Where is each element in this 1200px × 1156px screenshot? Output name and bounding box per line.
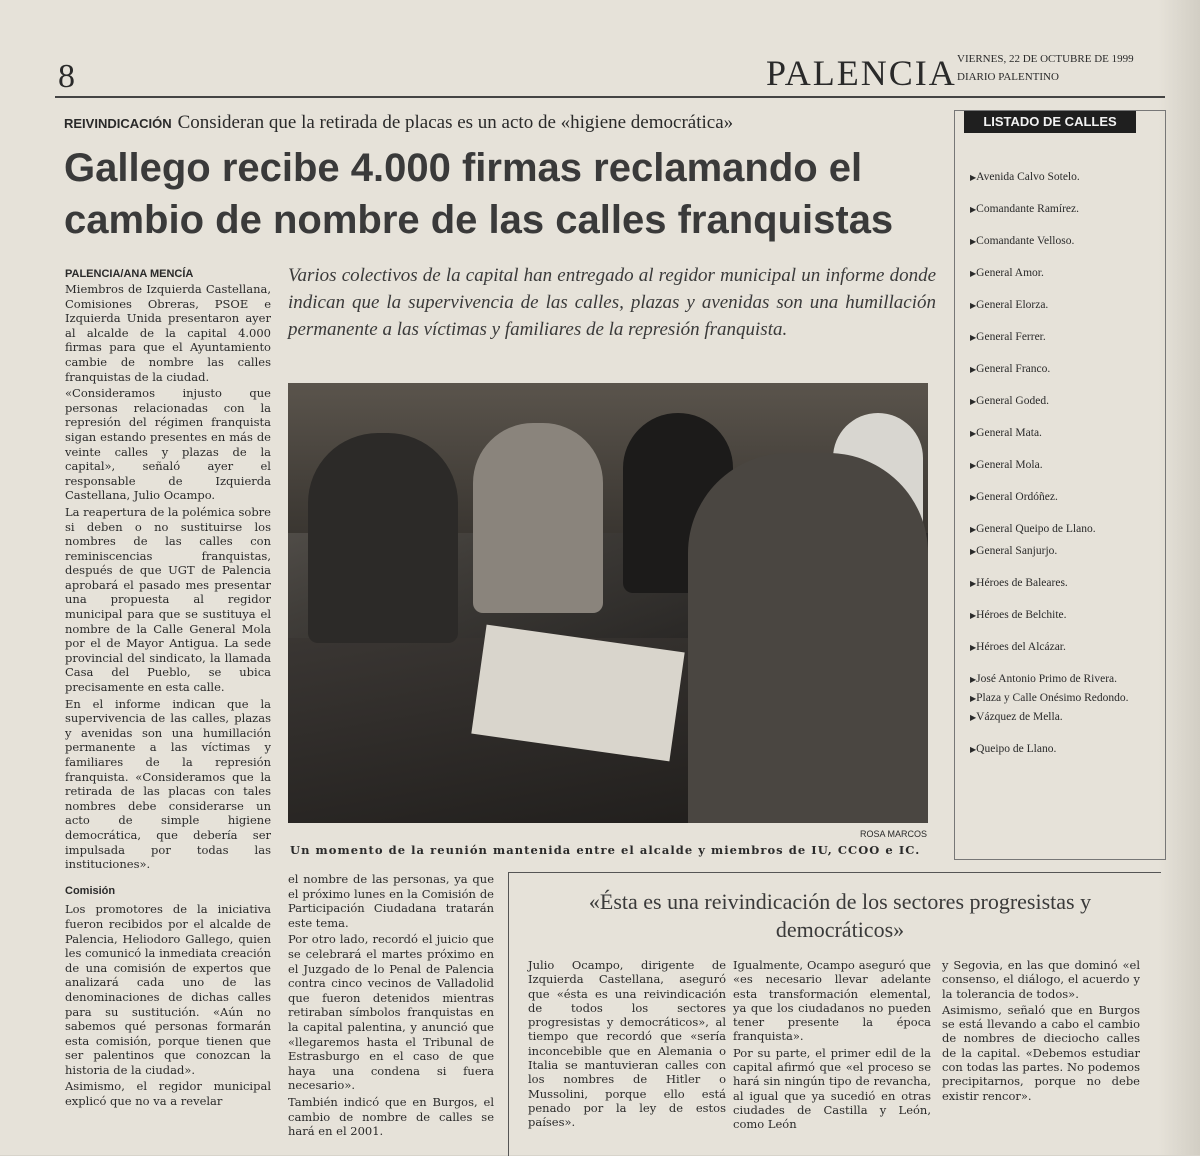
paragraph: Igualmente, Ocampo aseguró que «es necesario llevar adelante esta transformación elemental, ya que los ciudadanos no pueden tener presente la época franquista». (733, 958, 931, 1044)
street-list-item (970, 266, 1150, 281)
arrow-bullet-icon: ▶ (970, 237, 977, 246)
street-list-item (970, 394, 1150, 409)
paragraph: En el informe indican que la supervivencia de las calles, plazas y avenidas son una humillación permanente a las víctimas y familiares de la represión franquista. «Consideramos que la retirada de las placas con tales nombres debe considerarse un acto de simple higiene democrática, que debería ser impulsada por todas las instituciones». (65, 696, 271, 872)
newspaper-name: DIARIO PALENTINO (957, 71, 1059, 83)
street-list-item (970, 426, 1150, 441)
street-list-item (970, 672, 1150, 687)
street-list-item (970, 170, 1150, 185)
arrow-bullet-icon: ▶ (970, 675, 977, 684)
street-list-item (970, 522, 1150, 537)
street-list-item (970, 330, 1150, 345)
paragraph: Los promotores de la iniciativa fueron recibidos por el alcalde de Palencia, Heliodoro Gallego, quien les comunicó la inmediata creación de una comisión de expertos que analizará cada uno de las denominaciones de dichas calles para su sustitución. «Aún no sabemos qué personas formarán esta comisión, porque tienen que ser palentinos que conozcan la historia de la ciudad». (65, 902, 271, 1077)
street-name: Héroes de Belchite. (976, 609, 1067, 621)
photo-credit: ROSA MARCOS (860, 829, 928, 839)
street-name: General Ferrer. (976, 331, 1046, 343)
street-list-item (970, 710, 1150, 725)
lede: Varios colectivos de la capital han entregado al regidor municipal un informe donde indican que la supervivencia de las calles, plazas y avenidas son una humillación permanente a las víctimas y familiares de la represión franquista. (288, 265, 936, 340)
street-name: Comandante Ramírez. (976, 203, 1079, 215)
street-name: Héroes de Baleares. (976, 577, 1068, 589)
street-name: Plaza y Calle Onésimo Redondo. (976, 692, 1129, 704)
header-rule (55, 96, 1165, 98)
street-list-item (970, 490, 1150, 505)
headline: Gallego recibe 4.000 firmas reclamando el cambio de nombre de las calles franquistas (64, 146, 894, 242)
arrow-bullet-icon: ▶ (970, 579, 977, 588)
news-photo (288, 383, 928, 823)
street-list-item (970, 362, 1150, 377)
paragraph: Por otro lado, recordó el juicio que se celebrará el martes próximo en el Juzgado de lo Penal de Palencia contra cinco vecinos de Valladolid que fueron detenidos mientras retiraban símbolos franquistas en la capital palentina, y anunció que «llegaremos hasta el Tribunal de Estrasburgo en el caso de que haya una condena si fuera necesario». (288, 932, 494, 1093)
street-name: General Amor. (976, 267, 1044, 279)
street-name: Héroes del Alcázar. (976, 641, 1066, 653)
article-column-1 (65, 282, 271, 1111)
kicker-text: Consideran que la retirada de placas es un acto de «higiene democrática» (177, 112, 734, 133)
street-list-item (970, 742, 1150, 757)
quote-box-column-2 (733, 958, 931, 1134)
section-title: PALENCIA (766, 53, 957, 93)
arrow-bullet-icon: ▶ (970, 643, 977, 652)
arrow-bullet-icon: ▶ (970, 205, 977, 214)
byline: PALENCIA/ANA MENCÍA (65, 268, 194, 280)
arrow-bullet-icon: ▶ (970, 301, 977, 310)
street-name: General Sanjurjo. (976, 545, 1058, 557)
street-list-item (970, 640, 1150, 655)
street-name: José Antonio Primo de Rivera. (976, 673, 1118, 685)
street-list-item (970, 576, 1150, 591)
kicker (64, 112, 944, 134)
paragraph: el nombre de las personas, ya que el próximo lunes en la Comisión de Participación Ciudadana tratarán este tema. (288, 872, 494, 930)
street-name: General Ordóñez. (976, 491, 1058, 503)
arrow-bullet-icon: ▶ (970, 525, 977, 534)
paragraph: También indicó que en Burgos, el cambio de nombre de calles se hará en el 2001. (288, 1094, 494, 1139)
photo-person (473, 423, 603, 613)
photo-person (308, 433, 458, 643)
subhead: Comisión (65, 884, 116, 897)
paragraph: «Consideramos injusto que personas relacionadas con la represión del régimen franquista sigan estando presentes en más de veinte calles y plazas de la capital», señaló ayer el responsable de Izquierda Castellana, Julio Ocampo. (65, 386, 271, 503)
street-name: Avenida Calvo Sotelo. (976, 171, 1080, 183)
arrow-bullet-icon: ▶ (970, 397, 977, 406)
arrow-bullet-icon: ▶ (970, 694, 977, 703)
paragraph: Julio Ocampo, dirigente de Izquierda Castellana, aseguró que «ésta es una reivindicación de todos los sectores progresistas y democráticos», al tiempo que recordó que «sería inconcebible que en Alemania o Italia se mantuvieran calles con los nombres de Hitler o Mussolini, porque ello está penado por la ley de estos países». (528, 958, 726, 1130)
paragraph: Miembros de Izquierda Castellana, Comisiones Obreras, PSOE e Izquierda Unida presentaron ayer al alcalde de la capital 4.000 firmas para que el Ayuntamiento cambie de nombre las calles franquistas de la ciudad. (65, 282, 271, 384)
arrow-bullet-icon: ▶ (970, 493, 977, 502)
paragraph: Asimismo, señaló que en Burgos se está llevando a cabo el cambio de nombres de dieciocho calles de la capital. «Debemos estudiar con todas las partes. No podemos precipitarnos, porque no debe existir rencor». (942, 1002, 1140, 1103)
street-name: General Franco. (976, 363, 1051, 375)
street-list-title: LISTADO DE CALLES (964, 111, 1136, 133)
issue-date: VIERNES, 22 DE OCTUBRE DE 1999 (957, 53, 1134, 65)
street-list-item (970, 608, 1150, 623)
street-name: General Queipo de Llano. (976, 523, 1096, 535)
street-list-item (970, 544, 1150, 559)
paragraph: Por su parte, el primer edil de la capital afirmó que «el proceso se hará sin ningún tipo de revancha, al igual que ya sucedió en otras ciudades de Castilla y León, como León (733, 1045, 931, 1132)
pull-quote: «Ésta es una reivindicación de los sectores progresistas y democráticos» (588, 889, 1092, 942)
kicker-label: REIVINDICACIÓN (64, 116, 172, 131)
arrow-bullet-icon: ▶ (970, 429, 977, 438)
paragraph: Asimismo, el regidor municipal explicó que no va a revelar (65, 1079, 271, 1109)
arrow-bullet-icon: ▶ (970, 611, 977, 620)
arrow-bullet-icon: ▶ (970, 547, 977, 556)
street-name: Comandante Velloso. (976, 235, 1075, 247)
street-list (970, 170, 1150, 757)
arrow-bullet-icon: ▶ (970, 713, 977, 722)
photo-person (688, 453, 928, 823)
street-name: Queipo de Llano. (976, 743, 1057, 755)
dateline (957, 50, 1134, 86)
street-name: Vázquez de Mella. (976, 711, 1063, 723)
street-name: General Mata. (976, 427, 1042, 439)
street-list-item (970, 202, 1150, 217)
quote-box-column-1 (528, 958, 726, 1132)
arrow-bullet-icon: ▶ (970, 333, 977, 342)
street-name: General Elorza. (976, 299, 1049, 311)
arrow-bullet-icon: ▶ (970, 365, 977, 374)
street-list-item (970, 234, 1150, 249)
street-list-item (970, 298, 1150, 313)
photo-caption: Un momento de la reunión mantenida entre el alcalde y miembros de IU, CCOO e IC. (290, 843, 921, 857)
street-name: General Mola. (976, 459, 1043, 471)
arrow-bullet-icon: ▶ (970, 269, 977, 278)
street-name: General Goded. (976, 395, 1049, 407)
street-list-item (970, 691, 1150, 706)
quote-box-column-3 (942, 958, 1140, 1105)
paragraph: y Segovia, en las que dominó «el consenso, el diálogo, el acuerdo y la tolerancia de todos». (942, 958, 1140, 1001)
arrow-bullet-icon: ▶ (970, 173, 977, 182)
article-column-2 (288, 872, 494, 1141)
arrow-bullet-icon: ▶ (970, 461, 977, 470)
paragraph: La reapertura de la polémica sobre si deben o no sustituirse los nombres de las calles con reminiscencias franquistas, después de que UGT de Palencia aprobará el pasado mes presentar una propuesta al regidor municipal para que se sustituya el nombre de la Calle General Mola por el de Mayor Antigua. La sede provincial del sindicato, la llamada Casa del Pueblo, se ubica precisamente en esta calle. (65, 504, 271, 695)
arrow-bullet-icon: ▶ (970, 745, 977, 754)
page-number: 8 (58, 58, 75, 95)
street-list-item (970, 458, 1150, 473)
